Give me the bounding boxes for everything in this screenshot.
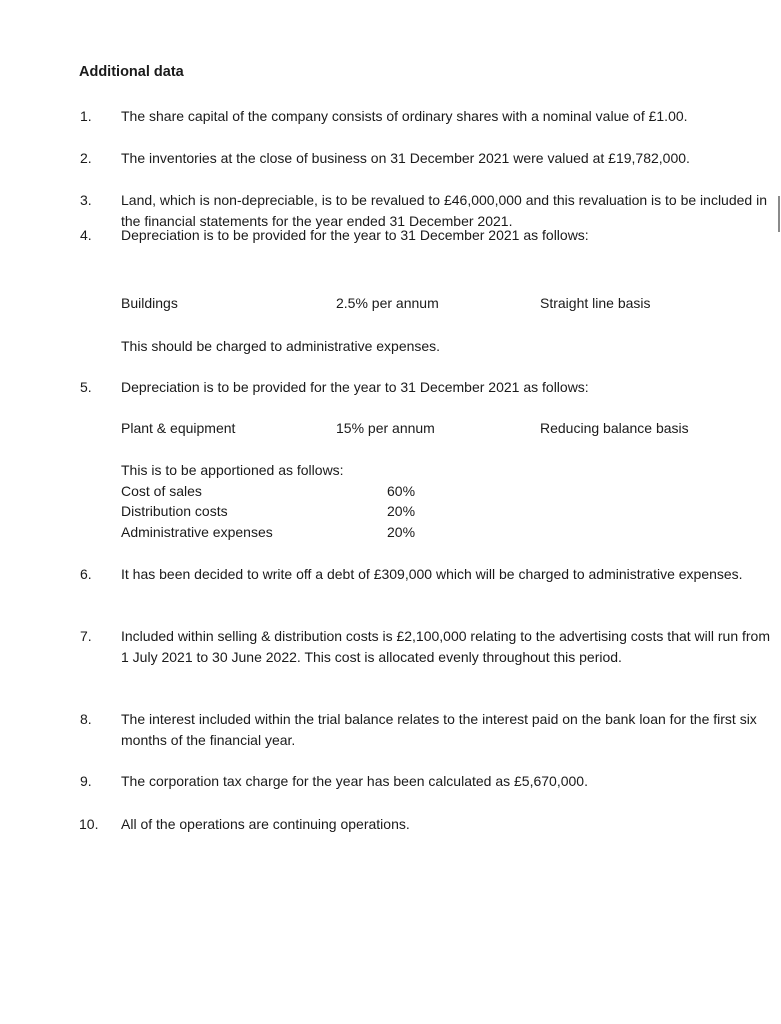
item-number: 6. xyxy=(80,566,92,582)
item-text: Land, which is non-depreciable, is to be revalued to £46,000,000 and this revaluation is to be included in the financial statements for the year ended 31 December 2021. xyxy=(121,192,767,229)
depreciation-basis: Straight line basis xyxy=(540,295,651,311)
item-number: 5. xyxy=(80,379,92,395)
apportion-label: Distribution costs xyxy=(121,503,228,519)
depreciation-rate: 2.5% per annum xyxy=(336,295,439,311)
item-number: 10. xyxy=(79,816,99,832)
scroll-indicator xyxy=(778,196,780,232)
item-number: 7. xyxy=(80,628,92,644)
depreciation-basis: Reducing balance basis xyxy=(540,420,689,436)
item-number: 4. xyxy=(80,227,92,243)
item-number: 2. xyxy=(80,150,92,166)
note-text: This should be charged to administrative expenses. xyxy=(121,338,441,354)
asset-name: Buildings xyxy=(121,295,178,311)
item-number: 3. xyxy=(80,192,92,208)
apportion-percent: 20% xyxy=(387,503,416,519)
apportion-label: Cost of sales xyxy=(121,483,202,499)
item-text: Depreciation is to be provided for the year to 31 December 2021 as follows: xyxy=(121,227,589,243)
item-text: It has been decided to write off a debt of £309,000 which will be charged to administrative expenses. xyxy=(121,566,743,582)
item-text: The interest included within the trial balance relates to the interest paid on the bank loan for the first six months of the financial year. xyxy=(121,711,757,748)
item-text: Depreciation is to be provided for the year to 31 December 2021 as follows: xyxy=(121,379,589,395)
item-number: 1. xyxy=(80,108,92,124)
apportion-percent: 20% xyxy=(387,524,416,540)
item-text: Included within selling & distribution costs is £2,100,000 relating to the advertising costs that will run from 1 July 2021 to 30 June 2022. This cost is allocated evenly throughout this period. xyxy=(121,628,771,665)
item-text: The corporation tax charge for the year has been calculated as £5,670,000. xyxy=(121,773,588,789)
asset-name: Plant & equipment xyxy=(121,420,236,436)
apportion-label: Administrative expenses xyxy=(121,524,273,540)
page-title: Additional data xyxy=(79,64,184,80)
depreciation-rate: 15% per annum xyxy=(336,420,435,436)
item-text: The share capital of the company consists of ordinary shares with a nominal value of £1.00. xyxy=(121,108,688,124)
item-text: The inventories at the close of business on 31 December 2021 were valued at £19,782,000. xyxy=(121,150,690,166)
apportion-intro-text: This is to be apportioned as follows: xyxy=(121,462,344,478)
apportion-percent: 60% xyxy=(387,483,416,499)
item-text: All of the operations are continuing operations. xyxy=(121,816,410,832)
item-number: 9. xyxy=(80,773,92,789)
item-number: 8. xyxy=(80,711,92,727)
